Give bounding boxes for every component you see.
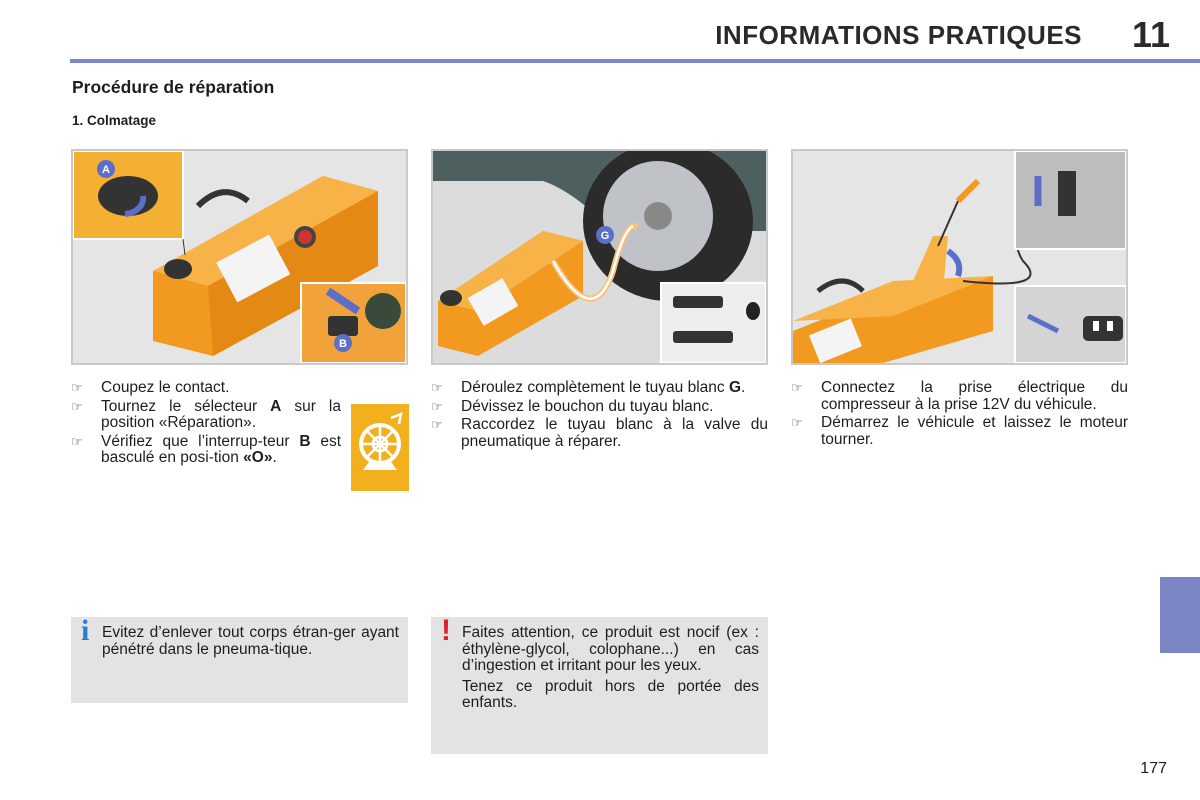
hand-pointer-icon: ☞ <box>71 433 83 449</box>
repair-position-icon <box>351 404 409 491</box>
info-icon: i <box>81 614 90 647</box>
instruction-item: ☞ Déroulez complètement le tuyau blanc G. <box>431 379 746 396</box>
warning-icon: ! <box>441 614 451 647</box>
step-title: 1. Colmatage <box>72 113 157 128</box>
instructions-column-1 <box>71 380 341 469</box>
info-note <box>71 614 408 703</box>
instruction-item: ☞ Vérifiez que l’interrup-teur B est basculé en posi-tion «O». <box>71 432 342 466</box>
hand-pointer-icon: ☞ <box>791 380 803 395</box>
callout-a: A <box>102 164 110 176</box>
info-note-text: Evitez d’enlever tout corps étran-ger ayant pénétré dans le pneuma-tique. <box>102 624 399 658</box>
hand-pointer-icon: ☞ <box>71 380 83 395</box>
warning-note-text: Faites attention, ce produit est nocif (ex : éthylène-glycol, colophane...) en cas d’ingestion et irritant pour les yeux. Tenez ce produit hors de portée des enfants. <box>462 624 759 711</box>
warning-note <box>431 614 768 754</box>
instruction-item: ☞ Dévissez le bouchon du tuyau blanc. <box>431 397 714 415</box>
callout-b: B <box>339 338 347 350</box>
page-number: 177 <box>1140 760 1167 777</box>
hand-pointer-icon: ☞ <box>431 398 443 414</box>
instruction-item: ☞ Démarrez le véhicule et laissez le moteur tourner. <box>791 414 1128 448</box>
chapter-title: INFORMATIONS PRATIQUES <box>715 20 1082 50</box>
hand-pointer-icon: ☞ <box>431 417 443 432</box>
hand-pointer-icon: ☞ <box>71 398 83 414</box>
illustration-hose-to-tyre <box>431 149 768 365</box>
instructions-column-3 <box>791 380 1128 450</box>
instruction-item: ☞ Raccordez le tuyau blanc à la valve du pneumatique à réparer. <box>431 416 768 450</box>
instruction-item: ☞ Coupez le contact. <box>71 379 230 396</box>
hand-pointer-icon: ☞ <box>431 380 443 395</box>
instruction-item: ☞ Connectez la prise électrique du compresseur à la prise 12V du véhicule. <box>791 379 1128 413</box>
hand-pointer-icon: ☞ <box>791 415 803 430</box>
chapter-side-tab <box>1160 577 1200 653</box>
chapter-number: 11 <box>1131 14 1170 55</box>
instructions-column-2 <box>431 380 768 452</box>
callout-g: G <box>600 230 610 242</box>
section-title: Procédure de réparation <box>72 77 275 97</box>
instruction-item: ☞ Tournez le sélecteur A sur la position «Réparation». <box>71 397 341 431</box>
header-rule <box>70 59 1200 63</box>
illustration-12v-socket <box>791 149 1128 365</box>
illustration-compressor-selector <box>71 149 408 365</box>
